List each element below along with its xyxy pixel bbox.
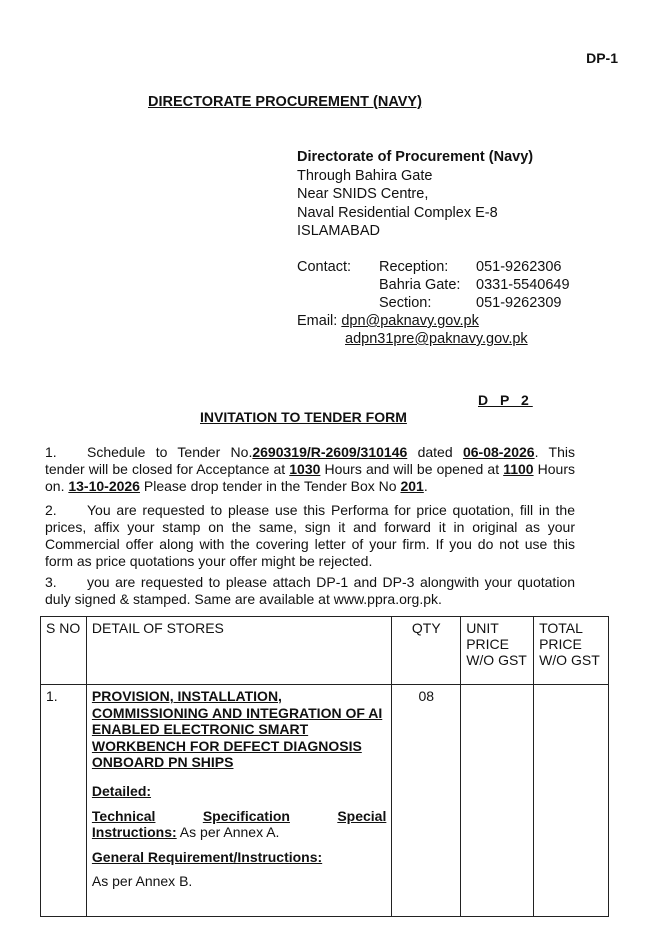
- para-text: Schedule to Tender No.: [87, 444, 253, 460]
- paragraph-number: 2.: [45, 502, 57, 518]
- general-requirement-label: General Requirement/Instructions:: [91, 848, 323, 865]
- section-phone: 051-9262309: [476, 295, 562, 311]
- tender-box-number: 201: [400, 478, 424, 494]
- general-requirement-value: As per Annex B.: [91, 872, 193, 889]
- document-code: DP-1: [586, 50, 618, 66]
- opening-date: 13-10-2026: [68, 478, 140, 494]
- tech-spec-line: [92, 808, 386, 824]
- form-title: INVITATION TO TENDER FORM: [200, 409, 407, 425]
- para-text: Hours on.: [45, 461, 576, 494]
- email-link-primary[interactable]: dpn@paknavy.gov.pk: [341, 313, 479, 329]
- para-text: You are requested to please use this Performa for price quotation, fill in the prices, affix your stamp on the same, sign it and forward it in original as your Commercial offer along with the covering letter of your firm. If you do not use this form as price quotations your offer might be rejected.: [45, 502, 575, 569]
- row-qty: 08: [392, 685, 461, 917]
- address-block: [297, 148, 533, 241]
- paragraph-number: 3.: [45, 574, 57, 590]
- reception-phone: 051-9262306: [476, 259, 562, 275]
- paragraph-number: 1.: [45, 444, 57, 460]
- address-line-1: Through Bahira Gate: [297, 167, 433, 184]
- para-text: you are requested to please attach DP-1 and DP-3 alongwith your quotation duly signed & stamped. Same are available at www.ppra.org.pk.: [45, 574, 575, 607]
- instructions-line: [92, 824, 386, 840]
- para-text: dated: [407, 444, 463, 460]
- para-text: Hours and will be opened at: [320, 461, 504, 477]
- table-row: [41, 685, 609, 917]
- row-total-price-cell[interactable]: [534, 685, 609, 917]
- form-code: D P 2: [478, 392, 533, 408]
- header-total-price: TOTAL PRICE W/O GST: [534, 617, 609, 685]
- address-line-2: Near SNIDS Centre,: [297, 186, 429, 202]
- contact-label: Contact:: [297, 259, 351, 275]
- address-city: ISLAMABAD: [297, 223, 380, 239]
- email-label: Email:: [297, 313, 338, 329]
- header-qty: QTY: [392, 617, 461, 685]
- row-detail: [86, 685, 391, 917]
- para-text: Please drop tender in the Tender Box No: [139, 478, 401, 494]
- paragraph-2: [45, 502, 575, 570]
- instructions-label: Instructions:: [91, 823, 177, 840]
- item-title: PROVISION, INSTALLATION, COMMISSIONING AND INTEGRATION OF AI ENABLED ELECTRONIC SMART WORKBENCH FOR DEFECT DIAGNOSIS ONBOARD PN SHIPS: [91, 688, 383, 770]
- contact-block: [297, 258, 570, 348]
- opening-time: 1100: [503, 461, 534, 477]
- detailed-label: Detailed:: [91, 782, 152, 799]
- header-detail: DETAIL OF STORES: [86, 617, 391, 685]
- spec-word: Specification: [202, 807, 290, 824]
- para-text: . This tender will be closed for Acceptance at: [45, 444, 575, 477]
- address-line-3: Naval Residential Complex E-8: [297, 204, 498, 221]
- page-title: DIRECTORATE PROCUREMENT (NAVY): [148, 94, 422, 110]
- tech-word: Technical: [91, 807, 156, 824]
- reception-label: Reception:: [379, 259, 449, 275]
- stores-table: [40, 616, 609, 917]
- special-word: Special: [337, 807, 387, 824]
- address-name: Directorate of Procurement (Navy): [297, 149, 534, 165]
- section-label: Section:: [379, 295, 432, 311]
- row-sno: 1.: [41, 685, 87, 917]
- bahria-gate-label: Bahria Gate:: [379, 277, 461, 293]
- tender-date: 06-08-2026: [462, 444, 535, 460]
- tender-number: 2690319/R-2609/310146: [252, 444, 408, 460]
- email-link-secondary[interactable]: adpn31pre@paknavy.gov.pk: [345, 331, 528, 347]
- table-header-row: [41, 617, 609, 685]
- bahria-gate-phone: 0331-5540649: [476, 277, 570, 293]
- instructions-value: As per Annex A.: [176, 823, 280, 840]
- row-unit-price-cell[interactable]: [461, 685, 534, 917]
- para-text: .: [423, 478, 428, 494]
- paragraph-3: [45, 574, 575, 608]
- header-sno: S NO: [41, 617, 87, 685]
- closing-time: 1030: [289, 461, 321, 477]
- paragraph-1: [45, 444, 575, 495]
- header-unit-price: UNIT PRICE W/O GST: [461, 617, 534, 685]
